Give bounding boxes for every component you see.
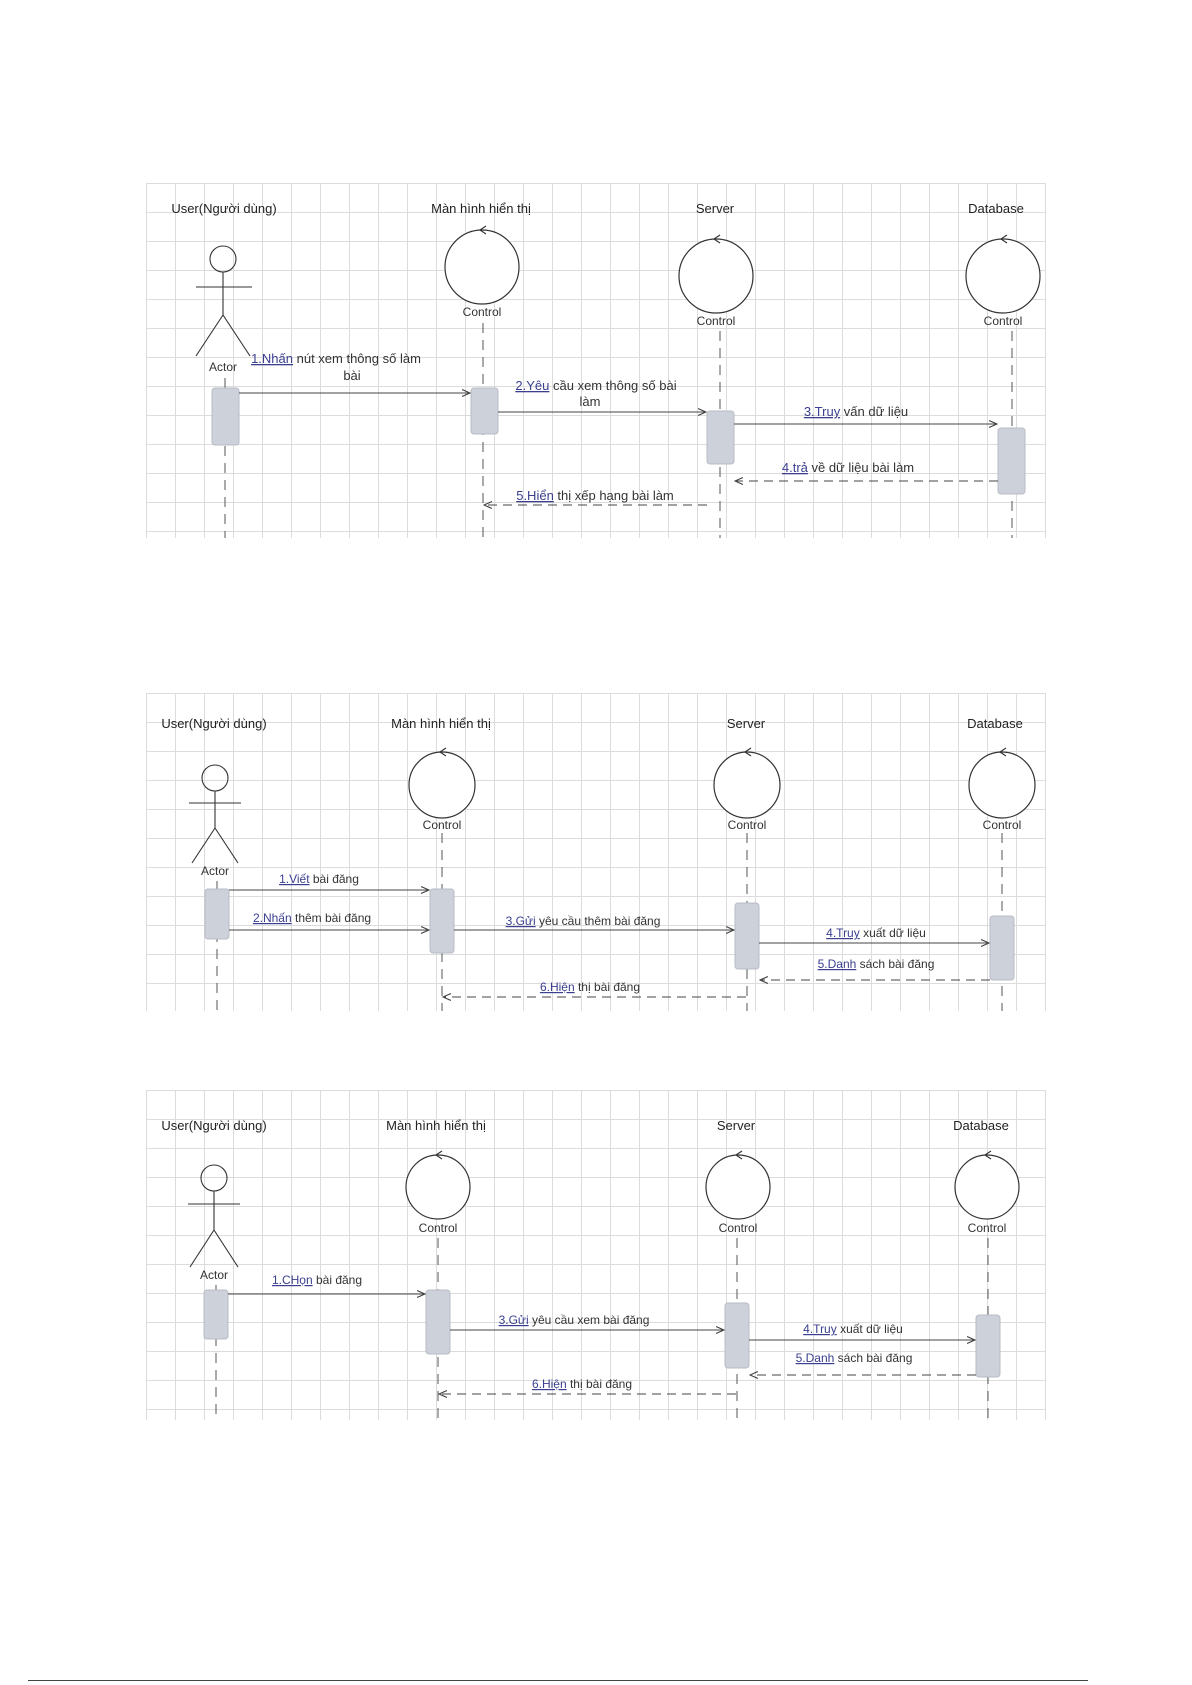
control-icon-server (714, 748, 780, 818)
message-label-4: 5.Danh sách bài đăng (795, 1351, 913, 1365)
participant-screen-label: Màn hình hiển thị (431, 201, 531, 216)
message-label-4: 4.Truy xuất dữ liệu (826, 926, 926, 940)
control-label-screen: Control (422, 818, 462, 832)
message-label-2: 2.Nhấn thêm bài đăng (252, 911, 372, 925)
actor-icon (188, 1165, 240, 1267)
participant-screen-label: Màn hình hiển thị (386, 1118, 486, 1133)
sequence-diagram-3-canvas (146, 1090, 1046, 1420)
activation-screen (471, 388, 498, 434)
message-label-1: 1.CHọn bài đăng (271, 1273, 363, 1287)
message-label-3: 3.Truy vấn dữ liệu (803, 404, 909, 419)
control-label-server: Control (696, 314, 736, 328)
actor-icon (189, 765, 241, 863)
control-label-database: Control (983, 314, 1023, 328)
message-label-2: 3.Gửi yêu cầu xem bài đăng (498, 1313, 650, 1327)
participant-server-label: Server (716, 1118, 756, 1133)
control-label-screen: Control (418, 1221, 458, 1235)
control-icon-screen (445, 226, 519, 304)
control-label-server: Control (727, 818, 767, 832)
control-label-server: Control (718, 1221, 758, 1235)
activation-screen (426, 1290, 450, 1354)
control-label-database: Control (967, 1221, 1007, 1235)
participant-database-label: Database (953, 1118, 1009, 1133)
activation-screen (430, 889, 454, 953)
participant-user-label: User(Người dùng) (161, 1118, 267, 1133)
participant-database-label: Database (968, 201, 1024, 216)
actor-label: Actor (199, 1268, 229, 1282)
control-icon-database (966, 235, 1040, 313)
message-label-5: 6.Hiện thị bài đăng (531, 1377, 633, 1391)
control-icon-database (969, 748, 1035, 818)
actor-label: Actor (208, 360, 238, 374)
message-label-1: 1.Viết bài đăng (279, 872, 359, 886)
message-label-2-line2: làm (579, 394, 601, 409)
page-footer-rule (28, 1680, 1088, 1681)
participant-server-label: Server (726, 716, 766, 731)
actor-icon (196, 246, 252, 356)
message-label-1: 1.Nhấn nút xem thông số làm (251, 351, 421, 366)
activation-user (212, 388, 239, 445)
control-icon-server (679, 235, 753, 313)
control-icon-screen (406, 1151, 470, 1219)
message-label-5: 5.Danh sách bài đăng (817, 957, 935, 971)
control-icon-database (955, 1151, 1019, 1219)
message-label-5: 5.Hiển thị xếp hạng bài làm (516, 488, 674, 503)
message-label-1-line2: bài (343, 368, 361, 383)
control-icon-server (706, 1151, 770, 1219)
sequence-diagram-1 (146, 183, 1046, 538)
sequence-diagram-1-canvas (146, 183, 1046, 538)
message-label-6: 6.Hiện thị bài đăng (539, 980, 641, 994)
message-label-3: 4.Truy xuất dữ liệu (803, 1322, 903, 1336)
sequence-diagram-2 (146, 693, 1046, 1011)
participant-user-label: User(Người dùng) (171, 201, 277, 216)
control-label-screen: Control (462, 305, 502, 319)
message-label-2: 2.Yêu cầu xem thông số bài (515, 378, 677, 393)
message-label-4: 4.trả về dữ liệu bài làm (781, 460, 915, 475)
sequence-diagram-3 (146, 1090, 1046, 1420)
activation-database (976, 1315, 1000, 1377)
actor-label: Actor (200, 864, 230, 878)
participant-database-label: Database (967, 716, 1023, 731)
activation-server (735, 903, 759, 969)
activation-user (205, 889, 229, 939)
participant-user-label: User(Người dùng) (161, 716, 267, 731)
participant-server-label: Server (695, 201, 735, 216)
activation-database (998, 428, 1025, 494)
activation-database (990, 916, 1014, 980)
activation-server (725, 1303, 749, 1368)
activation-user (204, 1290, 228, 1339)
sequence-diagram-2-canvas (146, 693, 1046, 1011)
activation-server (707, 411, 734, 464)
message-label-3: 3.Gửi yêu cầu thêm bài đăng (505, 914, 661, 928)
participant-screen-label: Màn hình hiển thị (391, 716, 491, 731)
control-icon-screen (409, 748, 475, 818)
control-label-database: Control (982, 818, 1022, 832)
